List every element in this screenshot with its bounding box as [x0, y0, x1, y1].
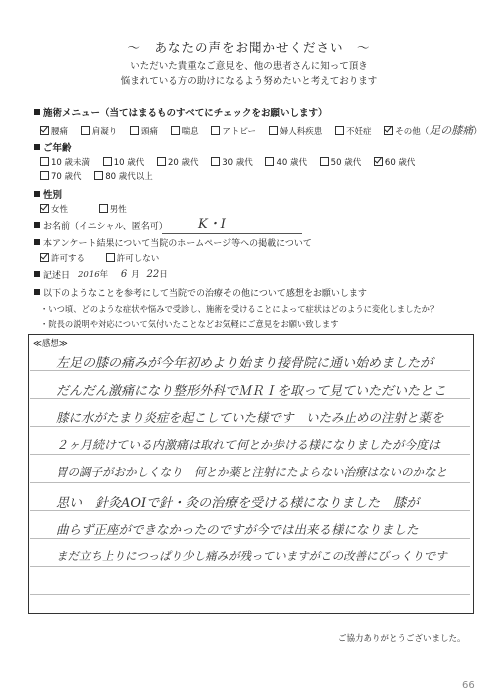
section-menu-heading: 施術メニュー（当てはまるものすべてにチェックをお願いします）	[34, 105, 328, 119]
age-options-row-1	[40, 156, 425, 168]
handwritten-line-1: 左足の膝の痛みが今年初めより始まり接骨院に通い始めましたが	[56, 356, 434, 371]
date-day: 22	[146, 269, 160, 280]
checkbox-headache[interactable]	[130, 126, 139, 135]
age-options-row-2	[40, 170, 163, 182]
checkbox-age-50s[interactable]	[320, 157, 329, 166]
option-age-60s[interactable]: 60 歳代	[374, 156, 416, 168]
name-handwritten-value: K・I	[198, 217, 226, 232]
handwritten-line-7: 曲らず正座ができなかったのですが今では出来る様になりました	[56, 522, 419, 537]
option-age-50s[interactable]: 50 歳代	[320, 156, 362, 168]
permission-options	[40, 252, 169, 264]
checkbox-age-70s[interactable]	[40, 171, 49, 180]
checkbox-stiff-shoulder[interactable]	[81, 126, 90, 135]
ruled-line	[30, 538, 470, 539]
handwritten-line-3: 膝に水がたまり炎症を起こしていた様です いたみ止めの注射と薬を	[56, 410, 444, 425]
option-asthma[interactable]: 喘息	[171, 125, 199, 137]
option-lumbago[interactable]: 腰痛	[40, 125, 68, 137]
checkbox-age-under-10[interactable]	[40, 157, 49, 166]
option-age-70s[interactable]: 70 歳代	[40, 170, 82, 182]
option-permit[interactable]: 許可する	[40, 252, 85, 264]
checkbox-male[interactable]	[99, 204, 108, 213]
section-gender-heading: 性別	[34, 187, 62, 201]
checkbox-not-permit[interactable]	[106, 253, 115, 262]
checkbox-age-40s[interactable]	[265, 157, 274, 166]
checkbox-infertility[interactable]	[335, 126, 344, 135]
date-year: 2016	[78, 270, 100, 280]
option-age-10s[interactable]: 10 歳代	[103, 156, 145, 168]
handwritten-line-6: 思い 針灸AOIで針・灸の治療を受ける様になりました 膝が	[56, 496, 420, 511]
section-name-heading: お名前（イニシャル、匿名可）	[34, 219, 168, 232]
handwritten-line-5: 胃の調子がおかしくなり 何とか薬と注射にたよらない治療はないのかなと	[56, 465, 447, 479]
checkbox-age-10s[interactable]	[103, 157, 112, 166]
checkbox-age-80-plus[interactable]	[94, 171, 103, 180]
option-age-40s[interactable]: 40 歳代	[265, 156, 307, 168]
ruled-line	[30, 426, 470, 427]
checkbox-gynecology[interactable]	[269, 126, 278, 135]
checkbox-permit[interactable]	[40, 253, 49, 262]
option-headache[interactable]: 頭痛	[130, 125, 158, 137]
prompt-bullet-2: ・院長の説明や対応について気付いたことなどお気軽にご意見をお願い致します	[40, 319, 339, 329]
option-gynecology[interactable]: 婦人科疾患	[269, 125, 323, 137]
checkbox-lumbago[interactable]	[40, 126, 49, 135]
gender-options	[40, 203, 137, 215]
option-male[interactable]: 男性	[99, 203, 127, 215]
checkbox-female[interactable]	[40, 204, 49, 213]
option-not-permit[interactable]: 許可しない	[106, 252, 160, 264]
option-other[interactable]: その他（足の膝痛）	[384, 122, 482, 138]
handwritten-line-4: ２ヶ月続けている内激痛は取れて何とか歩ける様になりましたが今度は	[56, 438, 441, 452]
checkbox-atopy[interactable]	[211, 126, 220, 135]
section-age-heading: ご年齢	[34, 140, 72, 154]
survey-title: 〜 あなたの声をお聞かせください 〜	[127, 40, 371, 55]
thanks-text: ご協力ありがとうございました。	[338, 634, 466, 644]
menu-options	[40, 122, 482, 138]
date-month: 6	[120, 269, 128, 280]
checkbox-age-60s[interactable]	[374, 157, 383, 166]
section-impressions-prompt: 以下のようなことを参考にして当院での治療その他について感想をお願いします	[34, 286, 367, 299]
ruled-line	[30, 594, 470, 595]
option-age-20s[interactable]: 20 歳代	[157, 156, 199, 168]
option-atopy[interactable]: アトピー	[211, 125, 256, 137]
option-age-30s[interactable]: 30 歳代	[211, 156, 253, 168]
ruled-line	[30, 482, 470, 483]
checkbox-age-30s[interactable]	[211, 157, 220, 166]
option-age-under-10[interactable]: 10 歳未満	[40, 156, 90, 168]
option-infertility[interactable]: 不妊症	[335, 125, 372, 137]
section-date-heading: 記述日	[34, 268, 70, 281]
other-handwritten-value: 足の膝痛	[429, 124, 474, 137]
date-value: 2016年 6 月 22日	[78, 269, 168, 280]
prompt-bullet-1: ・いつ頃、どのような症状や悩みで受診し、施術を受けることによって症状はどのように変化しましたか？	[40, 304, 439, 314]
checkbox-asthma[interactable]	[171, 126, 180, 135]
handwritten-line-8: まだ立ち上りにつっぱり少し痛みが残っていますがこの改善にびっくりです	[56, 549, 447, 563]
handwritten-line-2: だんだん激痛になり整形外科でＭＲＩを取って見ていただいたとこ	[56, 384, 447, 399]
ruled-line	[30, 566, 470, 567]
intro-line-1: いただいた貴重なご意見を、他の患者さんに知って頂き	[130, 61, 368, 72]
option-age-80-plus[interactable]: 80 歳代以上	[94, 170, 153, 182]
page-number: 66	[462, 680, 475, 691]
section-permission-heading: 本アンケート結果について当院のホームページ等への掲載について	[34, 236, 312, 249]
option-female[interactable]: 女性	[40, 203, 68, 215]
impressions-label: ≪感想≫	[33, 339, 68, 349]
option-stiff-shoulder[interactable]: 肩凝り	[81, 125, 118, 137]
checkbox-age-20s[interactable]	[157, 157, 166, 166]
ruled-line	[30, 454, 470, 455]
checkbox-other[interactable]	[384, 126, 393, 135]
name-field-underline[interactable]	[162, 219, 302, 234]
intro-line-2: 悩まれている方の助けになるよう努めたいと考えております	[120, 76, 378, 87]
